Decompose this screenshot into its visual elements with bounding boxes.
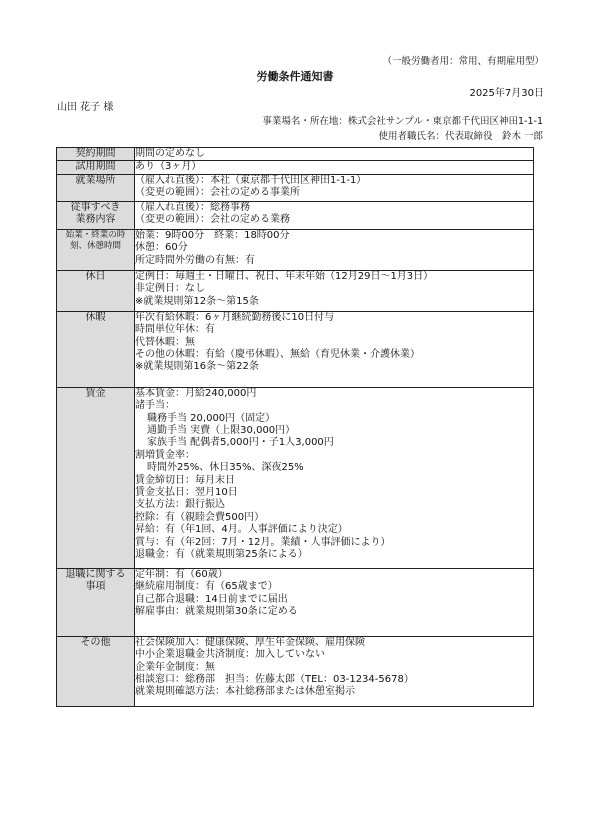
- row-label: [57, 161, 135, 174]
- row-value-line: 代替休暇：無: [135, 336, 195, 348]
- row-value: [135, 174, 534, 201]
- row-value-line: 非定例日：なし: [135, 283, 205, 295]
- row-label-text: 始業・終業の時: [65, 229, 126, 240]
- row-label-text: 試用期間: [75, 161, 116, 173]
- row-label-text: 就業場所: [75, 174, 116, 186]
- row-label: [57, 174, 135, 201]
- row-value-line: （変更の範囲）：会社の定める事業所: [135, 187, 300, 199]
- recipient-name: 山田 花子 様: [57, 102, 114, 113]
- row-value: [135, 387, 534, 568]
- row-label-text: 業務内容: [75, 213, 116, 225]
- row-value-line: 休憩：60分: [135, 242, 188, 254]
- terms-row: [57, 229, 534, 270]
- row-label: [57, 201, 135, 229]
- row-value-line: 就業規則確認方法：本社総務部または休憩室掲示: [135, 686, 355, 698]
- row-label-text: 退職に関する: [65, 568, 126, 580]
- row-label-text: 契約期間: [75, 148, 116, 159]
- issue-date: 2025年7月30日: [469, 88, 544, 99]
- row-value-line: 定例日：毎週土・日曜日、祝日、年末年始（12月29日〜1月3日）: [135, 270, 434, 282]
- row-label-text: 休日: [85, 270, 106, 282]
- row-value-line: 家族手当 配偶者5,000円・子1人3,000円: [147, 437, 334, 449]
- row-value-line: 企業年金制度：無: [135, 661, 215, 673]
- row-value-line: 期間の定めなし: [135, 148, 205, 159]
- row-label-text: 賃金: [85, 387, 106, 399]
- row-label: [57, 270, 135, 311]
- terms-row: [57, 148, 534, 161]
- row-value-line: 通勤手当 実費（上限30,000円）: [147, 425, 296, 437]
- row-value-line: 年次有給休暇：6ヶ月継続勤務後に10日付与: [135, 311, 335, 323]
- row-value-line: 相談窓口：総務部 担当：佐藤太郎（TEL：03-1234-5678）: [135, 674, 414, 686]
- terms-row: [57, 636, 534, 706]
- row-label-text: 休暇: [85, 311, 106, 323]
- employment-type-note: （一般労働者用：常用、有期雇用型）: [382, 56, 544, 67]
- row-label: [57, 387, 135, 568]
- row-value-line: 所定時間外労働の有無：有: [135, 254, 255, 266]
- row-label: [57, 148, 135, 161]
- row-value: [135, 148, 534, 161]
- row-value: [135, 201, 534, 229]
- terms-table: [56, 147, 534, 707]
- row-value-line: ※就業規則第12条〜第15条: [135, 295, 259, 307]
- employer-signer: 使用者職氏名：代表取締役 鈴木 一郎: [378, 131, 543, 142]
- document-title: 労働条件通知書: [256, 70, 334, 83]
- terms-row: [57, 174, 534, 201]
- row-value: [135, 270, 534, 311]
- row-value-line: 社会保険加入：健康保険、厚生年金保険、雇用保険: [135, 636, 365, 648]
- row-value-line: 時間外25%、休日35%、深夜25%: [147, 462, 304, 474]
- row-value-line: 割増賃金率：: [135, 449, 195, 461]
- row-value-line: 自己都合退職：14日前までに届出: [135, 593, 288, 605]
- row-value-line: （雇入れ直後）：総務事務: [135, 201, 250, 213]
- row-value-line: 控除：有（親睦会費500円）: [135, 511, 265, 523]
- row-label-text: その他: [80, 636, 111, 648]
- row-value-line: 諸手当：: [135, 400, 175, 412]
- row-value: [135, 311, 534, 387]
- row-label-text: 従事すべき: [70, 201, 121, 213]
- row-value-line: 継続雇用制度：有（65歳まで）: [135, 581, 278, 593]
- row-label-text: 刻、休憩時間: [69, 240, 121, 251]
- row-value-line: 退職金：有（就業規則第25条による）: [135, 549, 308, 561]
- terms-row: [57, 568, 534, 636]
- row-value-line: 時間単位年休：有: [135, 324, 215, 336]
- row-value-line: 昇給：有（年1回、4月。人事評価により決定）: [135, 524, 348, 536]
- row-value-line: 職務手当 20,000円（固定）: [147, 412, 276, 424]
- row-value-line: 定年制：有（60歳）: [135, 568, 228, 580]
- row-value-line: （雇入れ直後）：本社（東京都千代田区神田1-1-1）: [135, 174, 367, 186]
- employer-address: 事業場名・所在地：株式会社サンプル・東京都千代田区神田1-1-1: [262, 116, 543, 127]
- row-value-line: その他の休暇：有給（慶弔休暇）、無給（育児休業・介護休業）: [135, 349, 420, 361]
- terms-row: [57, 201, 534, 229]
- row-value: [135, 636, 534, 706]
- row-value-line: ※就業規則第16条〜第22条: [135, 361, 259, 373]
- row-value: [135, 161, 534, 174]
- row-label: [57, 229, 135, 270]
- row-value-line: 賞与：有（年2回：7月・12月。業績・人事評価により）: [135, 536, 391, 548]
- terms-row: [57, 161, 534, 174]
- row-value-line: 解雇事由：就業規則第30条に定める: [135, 606, 298, 618]
- row-value: [135, 568, 534, 636]
- row-label: [57, 311, 135, 387]
- row-value-line: 中小企業退職金共済制度：加入していない: [135, 649, 325, 661]
- row-value-line: 始業：9時00分 終業：18時00分: [135, 229, 290, 241]
- row-label-text: 事項: [85, 580, 106, 592]
- row-label: [57, 568, 135, 636]
- terms-row: [57, 270, 534, 311]
- row-label: [57, 636, 135, 706]
- row-value-line: 賃金締切日：毎月末日: [135, 474, 235, 486]
- row-value-line: 賃金支払日：翌月10日: [135, 487, 238, 499]
- row-value-line: あり（3ヶ月）: [135, 161, 202, 173]
- row-value-line: 基本賃金：月給240,000円: [135, 387, 257, 399]
- row-value-line: 支払方法：銀行振込: [135, 499, 225, 511]
- row-value: [135, 229, 534, 270]
- terms-row: [57, 311, 534, 387]
- terms-row: [57, 387, 534, 568]
- row-value-line: （変更の範囲）：会社の定める業務: [135, 214, 290, 226]
